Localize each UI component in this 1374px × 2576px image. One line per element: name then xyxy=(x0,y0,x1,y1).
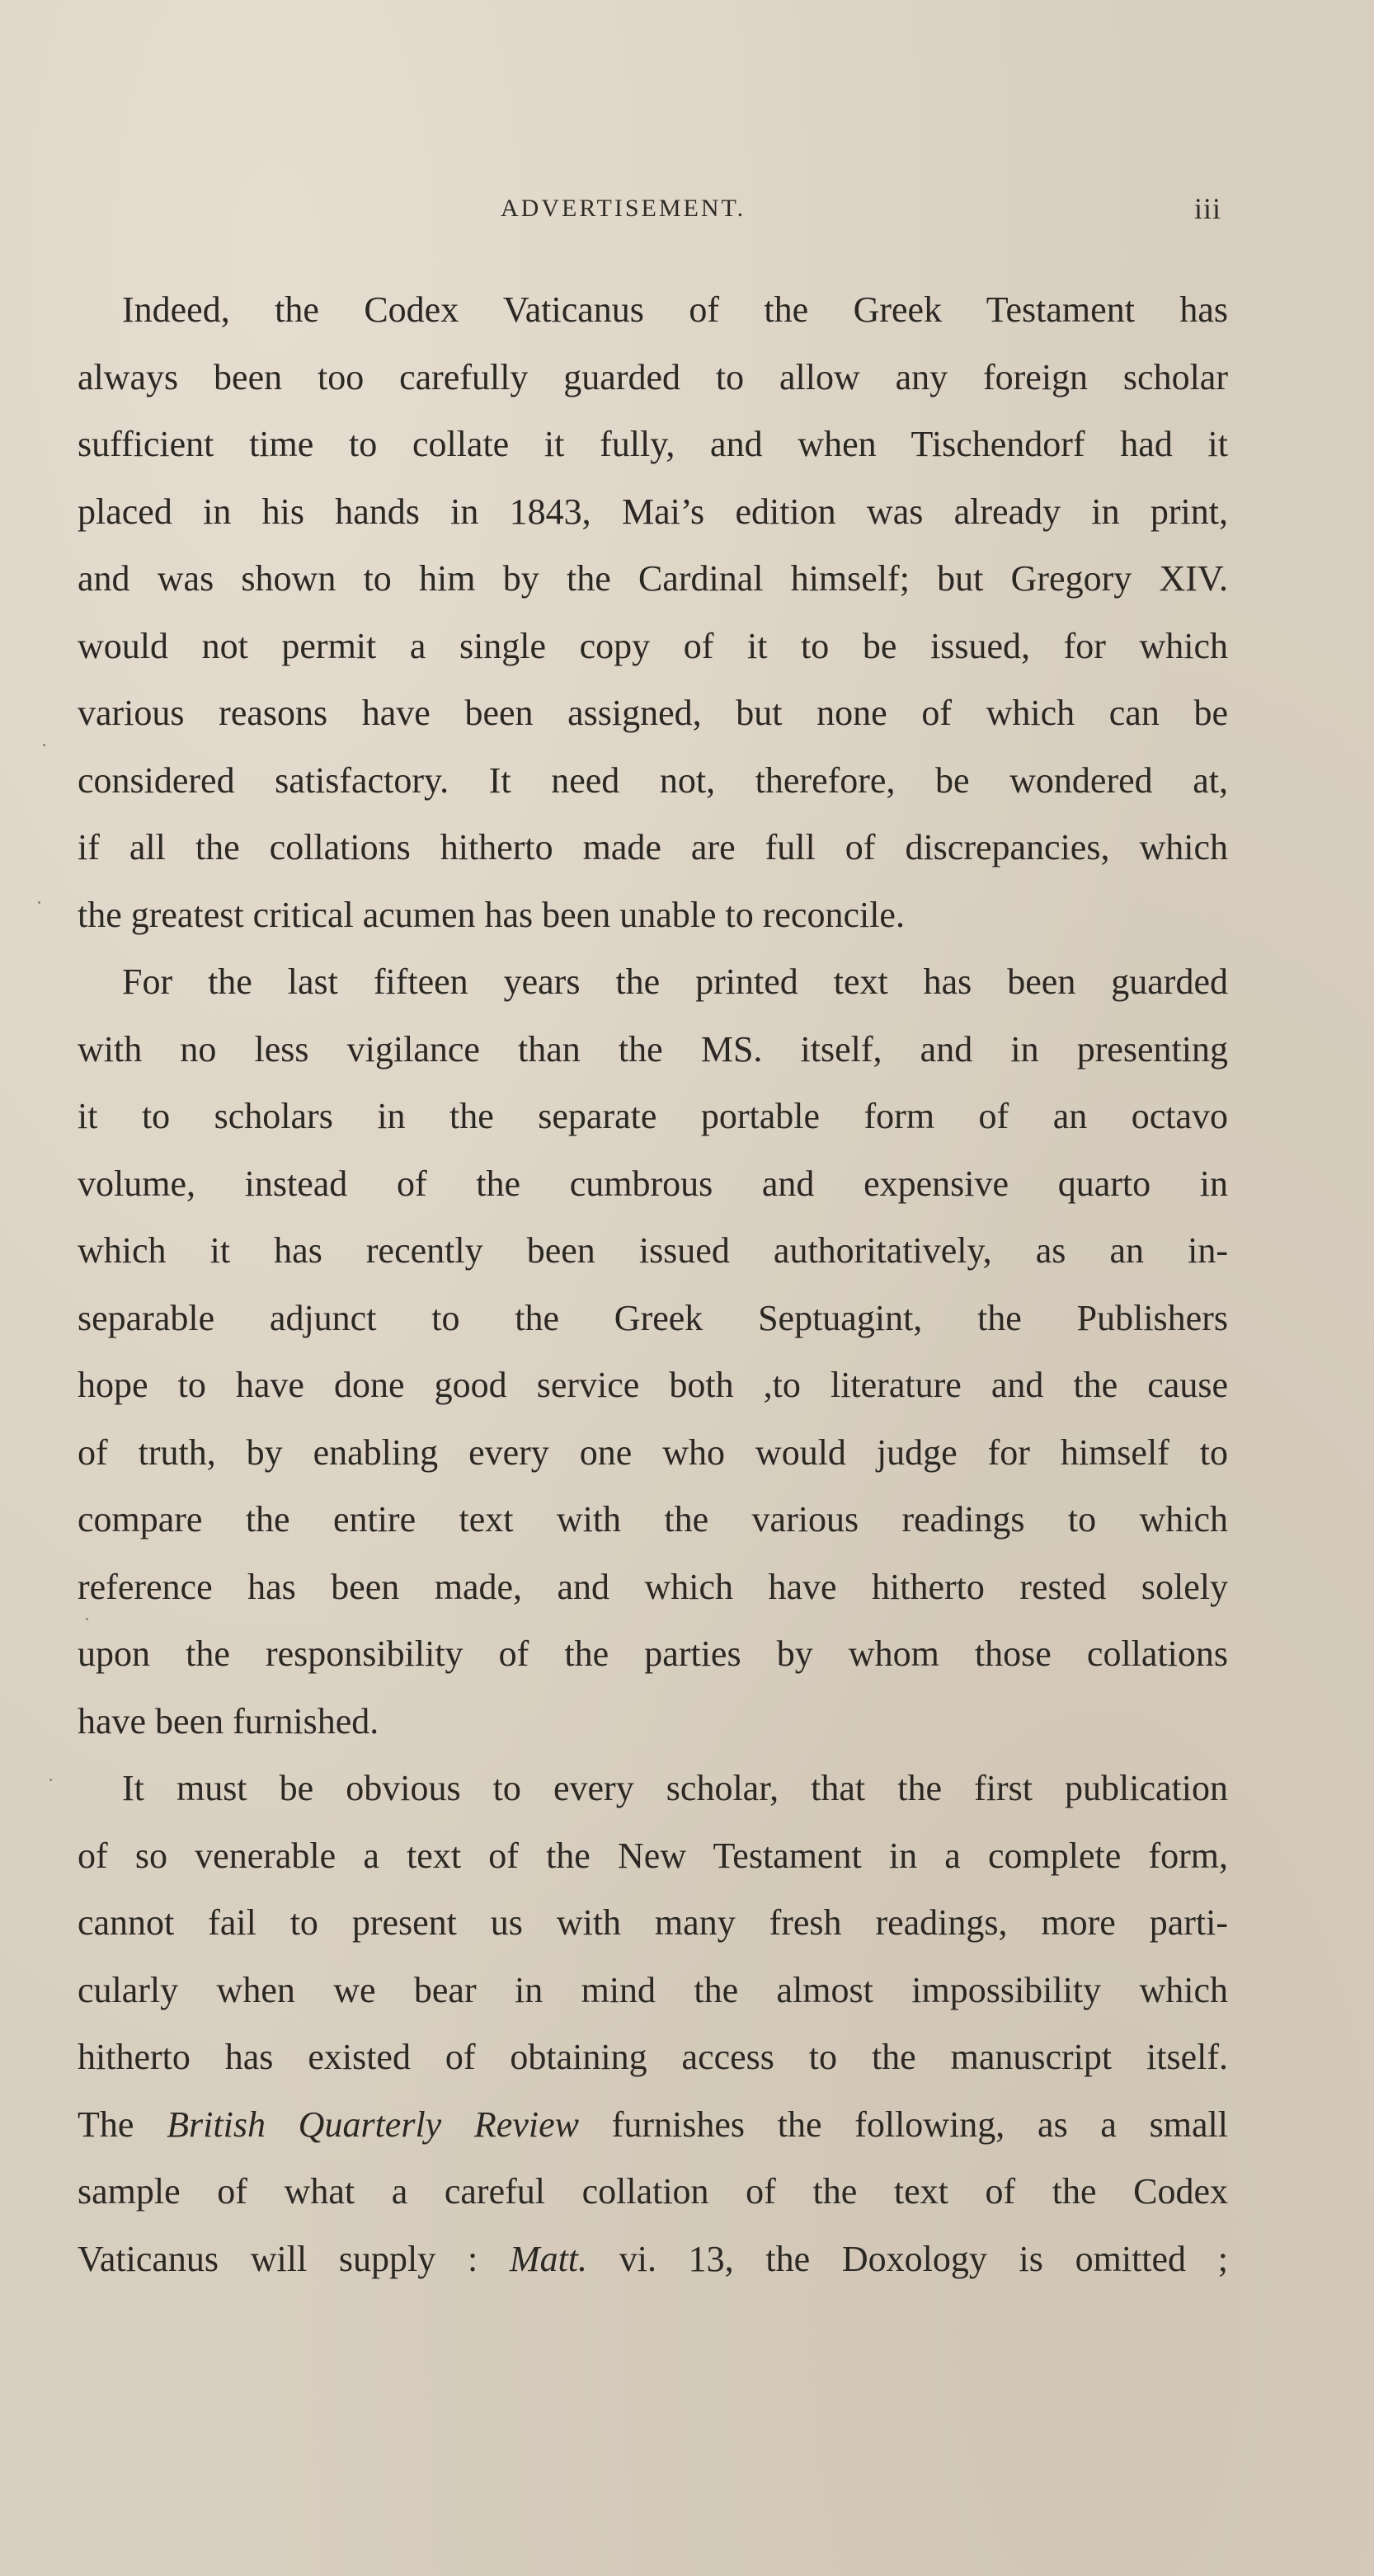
text-line: if all the collations hitherto made are full of discrepancies, which xyxy=(78,827,1228,867)
text-line: sufficient time to collate it fully, and when Tischendorf had it xyxy=(78,424,1228,464)
text-line: of truth, by enabling every one who would judge for himself to xyxy=(78,1431,1228,1473)
line-suffix: vi. 13, the Doxology is omitted ; xyxy=(587,2238,1228,2279)
paragraph-1 xyxy=(78,276,1228,948)
text-line: hitherto has existed of obtaining access to the manuscript itself. xyxy=(78,2037,1228,2077)
margin-speck xyxy=(86,1618,88,1620)
text-line: For the last fifteen years the printed text has been guarded xyxy=(122,961,1228,1002)
paragraph-3 xyxy=(78,1755,1228,2292)
text-line: placed in his hands in 1843, Mai’s edition was already in print, xyxy=(78,491,1228,532)
paragraph-2 xyxy=(78,948,1228,1755)
text-line: cannot fail to present us with many fresh readings, more parti- xyxy=(78,1902,1228,1943)
line-suffix: furnishes the following, as a small xyxy=(578,2104,1229,2145)
text-line: which it has recently been issued authoritatively, as an in- xyxy=(78,1230,1228,1271)
text-line: always been too carefully guarded to allow any foreign scholar xyxy=(78,356,1228,397)
line-prefix: The xyxy=(78,2104,167,2145)
text-line: upon the responsibility of the parties by whom those collations xyxy=(78,1634,1228,1674)
text-line: and was shown to him by the Cardinal himself; but Gregory XIV. xyxy=(78,558,1228,599)
line-prefix: Vaticanus will supply : xyxy=(78,2238,510,2279)
text-line: would not permit a single copy of it to be issued, for which xyxy=(78,625,1228,666)
text-line: the greatest critical acumen has been unable to reconcile. xyxy=(78,894,905,935)
text-line: with no less vigilance than the MS. itself, and in presenting xyxy=(78,1028,1228,1069)
text-line: hope to have done good service both ,to literature and the cause xyxy=(78,1365,1228,1405)
margin-speck xyxy=(49,1779,52,1781)
text-line: it to scholars in the separate portable form of an octavo xyxy=(78,1096,1228,1136)
text-line: have been furnished. xyxy=(78,1700,379,1742)
text-line: Indeed, the Codex Vaticanus of the Greek Testament has xyxy=(122,289,1228,330)
citation-book: Matt. xyxy=(509,2238,588,2279)
text-line: volume, instead of the cumbrous and expensive quarto in xyxy=(78,1163,1228,1204)
running-title: ADVERTISEMENT. xyxy=(501,195,746,222)
text-line: sample of what a careful collation of the text of the Codex xyxy=(78,2171,1228,2212)
journal-title: British Quarterly Review xyxy=(167,2104,579,2145)
text-line xyxy=(78,2226,1228,2293)
text-line: various reasons have been assigned, but none of which can be xyxy=(78,693,1228,733)
text-line: considered satisfactory. It need not, therefore, be wondered at, xyxy=(78,759,1228,801)
text-line xyxy=(78,2091,1228,2159)
text-line: separable adjunct to the Greek Septuagint, the Publishers xyxy=(78,1297,1228,1338)
text-line: It must be obvious to every scholar, that the first publication xyxy=(122,1768,1228,1808)
text-line: of so venerable a text of the New Testament in a complete form, xyxy=(78,1835,1228,1876)
margin-speck xyxy=(43,744,45,746)
margin-speck xyxy=(38,901,40,904)
text-line: reference has been made, and which have hitherto rested solely xyxy=(78,1566,1228,1607)
body-text xyxy=(78,276,1228,2292)
page-number: iii xyxy=(1194,192,1222,225)
running-head xyxy=(0,192,1374,236)
text-line: cularly when we bear in mind the almost impossibility which xyxy=(78,1969,1228,2010)
text-line: compare the entire text with the various readings to which xyxy=(78,1499,1228,1539)
